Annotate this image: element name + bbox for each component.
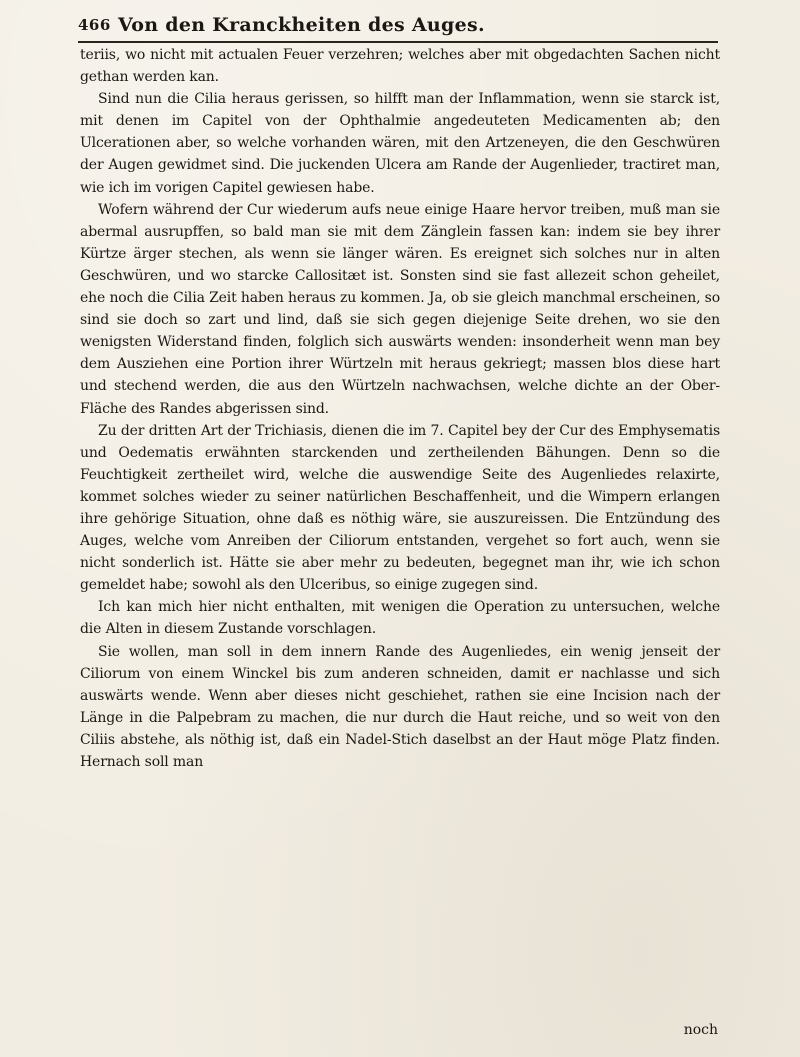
paragraph-6: Sie wollen, man soll in dem innern Rande des Augenliedes, ein wenig jenseit der Ciliorum von einem Winckel bis zum anderen schneiden, damit er nachlasse und sich auswärts wende. Wenn aber dieses nicht geschiehet, rathen sie eine Incision nach der Länge in die Palpebram zu machen, die nur durch die Haut reiche, und so weit von den Ciliis abstehe, als nöthig ist, daß ein Nadel-Stich daselbst an der Haut möge Platz finden. Hernach soll man xyxy=(80,643,720,770)
paragraph-1: teriis, wo nicht mit actualen Feuer verzehren; welches aber mit obgedachten Sachen nicht gethan werden kan. xyxy=(80,47,720,86)
paragraph-2: Sind nun die Cilia heraus gerissen, so hilfft man der Inflammation, wenn sie starck ist, mit denen im Capitel von der Ophthalmie angedeuteten Medicamenten ab; den Ulcerationen aber, so welche vorhanden wären, mit den Artzeneyen, die den Geschwüren der Augen gewidmet sind. Die juckenden Ulcera am Rande der Augenlieder, tractiret man, wie ich im vorigen Capitel gewiesen habe. xyxy=(80,91,720,196)
header-rule xyxy=(78,41,718,43)
paragraph-4: Zu der dritten Art der Trichiasis, dienen die im 7. Capitel bey der Cur des Emphysematis und Oedematis erwähnten starckenden und zertheilenden Bähungen. Denn so die Feuchtigkeit zertheilet wird, welche die auswendige Seite des Augenliedes relaxirte, kommet solches wieder zu seiner natürlichen Beschaffenheit, und die Wimpern erlangen ihre gehörige Situation, ohne daß es nöthig wäre, sie auszureissen. Die Entzündung des Auges, welche vom Anreiben der Ciliorum entstanden, vergehet so fort auch, wenn sie nicht sonderlich ist. Hätte sie aber mehr zu bedeuten, begegnet man ihr, wie ich schon gemeldet habe; sowohl als den Ulceribus, so einige zugegen sind. xyxy=(80,422,720,594)
paragraph-5: Ich kan mich hier nicht enthalten, mit wenigen die Operation zu untersuchen, welche die Alten in diesem Zustande vorschlagen. xyxy=(80,599,720,638)
page-number: 466 xyxy=(78,16,111,34)
paragraph-3: Wofern während der Cur wiederum aufs neue einige Haare hervor treiben, muß man sie abermal ausrupffen, so bald man sie mit dem Zänglein fassen kan: indem sie bey ihrer Kürtze ärger stechen, als wenn sie länger wären. Es ereignet sich solches nur in alten Geschwüren, und wo starcke Callositæt ist. Sonsten sind sie fast allezeit schon geheilet, ehe noch die Cilia Zeit haben heraus zu kommen. Ja, ob sie gleich manchmal erscheinen, so sind sie doch so zart und lind, daß sie sich gegen diejenige Seite drehen, wo sie den wenigsten Widerstand finden, folglich sich auswärts wenden: insonderheit wenn man bey dem Ausziehen eine Portion ihrer Würtzeln mit heraus gekriegt; massen blos diese hart und stechend werden, die aus den Würtzeln nachwachsen, welche dichte an der Ober-Fläche des Randes abgerissen sind. xyxy=(80,201,720,417)
body-text xyxy=(80,44,720,773)
catchword: noch xyxy=(683,1022,718,1038)
page-header xyxy=(78,14,718,38)
running-head: Von den Kranckheiten des Auges. xyxy=(118,14,485,36)
